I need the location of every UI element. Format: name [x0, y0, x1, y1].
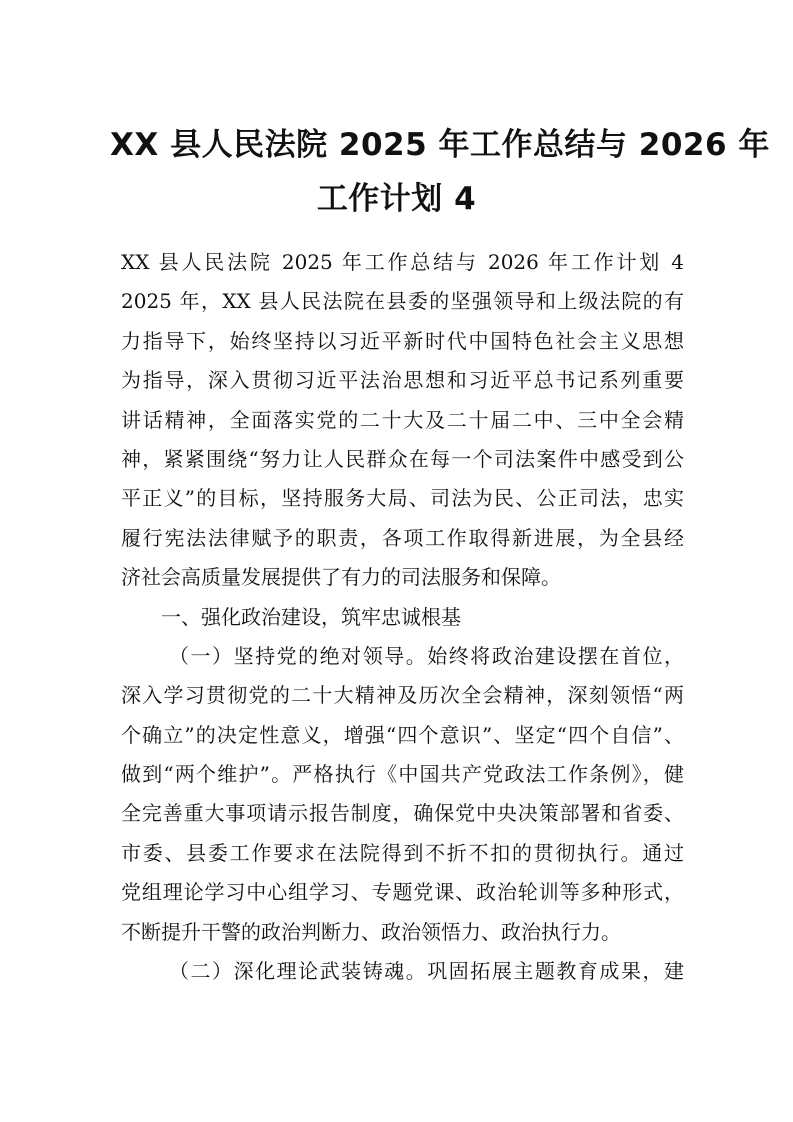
paragraph-line: （一）坚持党的绝对领导。始终将政治建设摆在首位， [169, 643, 684, 668]
paragraph-line: 个确立”的决定性意义，增强“四个意识”、坚定“四个自信”、 [121, 722, 684, 747]
paragraph-line: 神，紧紧围绕“努力让人民群众在每一个司法案件中感受到公 [121, 446, 684, 471]
paragraph-line: 为指导，深入贯彻习近平法治思想和习近平总书记系列重要 [121, 368, 684, 393]
paragraph-line: 市委、县委工作要求在法院得到不折不扣的贯彻执行。通过 [121, 840, 684, 865]
document-title [110, 118, 770, 226]
paragraph-line: 履行宪法法律赋予的职责，各项工作取得新进展，为全县经 [121, 525, 684, 550]
title-line-1: XX 县人民法院 2025 年工作总结与 2026 年 [110, 127, 770, 163]
paragraph-line: （二）深化理论武装铸魂。巩固拓展主题教育成果，建 [169, 959, 684, 984]
paragraph-line: 做到“两个维护”。严格执行《中国共产党政法工作条例》，健 [121, 762, 684, 787]
document-body [121, 243, 684, 991]
paragraph-line: 济社会高质量发展提供了有力的司法服务和保障。 [121, 565, 561, 590]
section-heading: 一、强化政治建设，筑牢忠诚根基 [161, 604, 461, 629]
paragraph-line: 2025 年，XX 县人民法院在县委的坚强领导和上级法院的有 [121, 289, 684, 314]
paragraph-line: 深入学习贯彻党的二十大精神及历次全会精神，深刻领悟“两 [121, 683, 684, 708]
paragraph-line: 力指导下，始终坚持以习近平新时代中国特色社会主义思想 [121, 328, 684, 353]
paragraph-line: 党组理论学习中心组学习、专题党课、政治轮训等多种形式， [121, 880, 684, 905]
paragraph-line: 讲话精神，全面落实党的二十大及二十届二中、三中全会精 [121, 407, 684, 432]
paragraph-line: 全完善重大事项请示报告制度，确保党中央决策部署和省委、 [121, 801, 684, 826]
paragraph-line: XX 县人民法院 2025 年工作总结与 2026 年工作计划 4 [121, 250, 684, 274]
title-line-2: 工作计划 4 [316, 181, 477, 217]
paragraph-line: 不断提升干警的政治判断力、政治领悟力、政治执行力。 [121, 919, 621, 944]
paragraph-line: 平正义”的目标，坚持服务大局、司法为民、公正司法，忠实 [121, 486, 684, 511]
